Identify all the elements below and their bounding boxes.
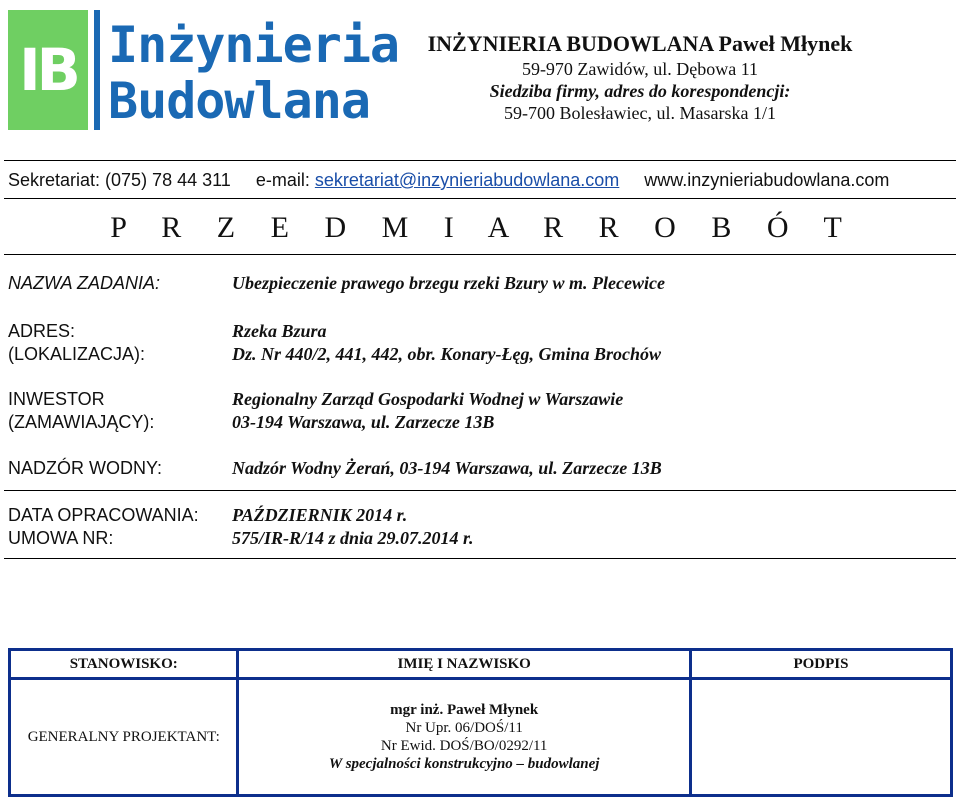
divider-top bbox=[4, 160, 956, 161]
phone-text: Sekretariat: (075) 78 44 311 bbox=[8, 170, 231, 190]
header-signature: PODPIS bbox=[690, 650, 951, 679]
table-header-row bbox=[10, 650, 952, 679]
website-text[interactable]: www.inzynieriabudowlana.com bbox=[644, 170, 890, 190]
address-value-plots: Dz. Nr 440/2, 441, 442, obr. Konary-Łęg, Gmina Brochów bbox=[232, 344, 662, 364]
supervision-label: NADZÓR WODNY: bbox=[8, 458, 163, 478]
signature-table bbox=[8, 648, 953, 797]
person-name: mgr inż. Paweł Młynek bbox=[390, 702, 539, 718]
divider-title bbox=[4, 254, 956, 255]
company-address-correspondence: 59-700 Bolesławiec, ul. Masarska 1/1 bbox=[504, 103, 776, 123]
task-value: Ubezpieczenie prawego brzegu rzeki Bzury w m. Plecewice bbox=[232, 273, 665, 293]
logo-ib-mark: IB bbox=[8, 10, 88, 130]
company-header bbox=[380, 30, 900, 124]
person-cell bbox=[238, 679, 690, 796]
role-cell bbox=[10, 679, 238, 796]
date-label: DATA OPRACOWANIA: bbox=[8, 505, 199, 525]
location-label: (LOKALIZACJA): bbox=[8, 344, 146, 364]
company-logo bbox=[8, 8, 400, 132]
header-name: IMIĘ I NAZWISKO bbox=[238, 650, 690, 679]
investor-name: Regionalny Zarząd Gospodarki Wodnej w Warszawie bbox=[232, 389, 624, 409]
email-label: e-mail: bbox=[255, 170, 310, 190]
divider-bottom bbox=[4, 558, 956, 559]
specialty-text: W specjalności konstrukcyjno – budowlanej bbox=[328, 756, 600, 772]
headquarters-label: Siedziba firmy, adres do korespondencji: bbox=[489, 81, 791, 101]
table-row bbox=[10, 679, 952, 796]
supervision-value: Nadzór Wodny Żerań, 03-194 Warszawa, ul. Zarzecze 13B bbox=[232, 458, 662, 478]
contract-value: 575/IR-R/14 z dnia 29.07.2014 r. bbox=[232, 528, 474, 548]
signature-cell bbox=[690, 679, 951, 796]
client-label: (ZAMAWIAJĄCY): bbox=[8, 412, 155, 432]
role-text: GENERALNY PROJEKTANT: bbox=[27, 728, 220, 745]
company-name: INŻYNIERIA BUDOWLANA Paweł Młynek bbox=[427, 31, 853, 56]
logo-word-budowlana: Budowlana bbox=[108, 72, 370, 130]
company-address-primary: 59-970 Zawidów, ul. Dębowa 11 bbox=[521, 59, 759, 79]
email-link[interactable]: sekretariat@inzynieriabudowlana.com bbox=[314, 170, 620, 190]
address-value-river: Rzeka Bzura bbox=[232, 321, 327, 341]
divider-fields bbox=[4, 490, 956, 491]
investor-address: 03-194 Warszawa, ul. Zarzecze 13B bbox=[232, 412, 495, 432]
contract-label: UMOWA NR: bbox=[8, 528, 114, 548]
investor-label: INWESTOR bbox=[8, 389, 105, 409]
document-title: P R Z E D M I A R R O B Ó T bbox=[110, 211, 850, 244]
contact-line bbox=[8, 170, 889, 191]
divider-contact bbox=[4, 198, 956, 199]
logo-divider bbox=[94, 10, 100, 130]
header-position: STANOWISKO: bbox=[10, 650, 238, 679]
registration-number: Nr Ewid. DOŚ/BO/0292/11 bbox=[380, 738, 548, 754]
license-number: Nr Upr. 06/DOŚ/11 bbox=[405, 720, 523, 736]
task-label: NAZWA ZADANIA: bbox=[8, 273, 161, 293]
address-label: ADRES: bbox=[8, 321, 76, 341]
date-value: PAŹDZIERNIK 2014 r. bbox=[232, 505, 408, 525]
logo-word-inzynieria: Inżynieria bbox=[108, 16, 400, 74]
